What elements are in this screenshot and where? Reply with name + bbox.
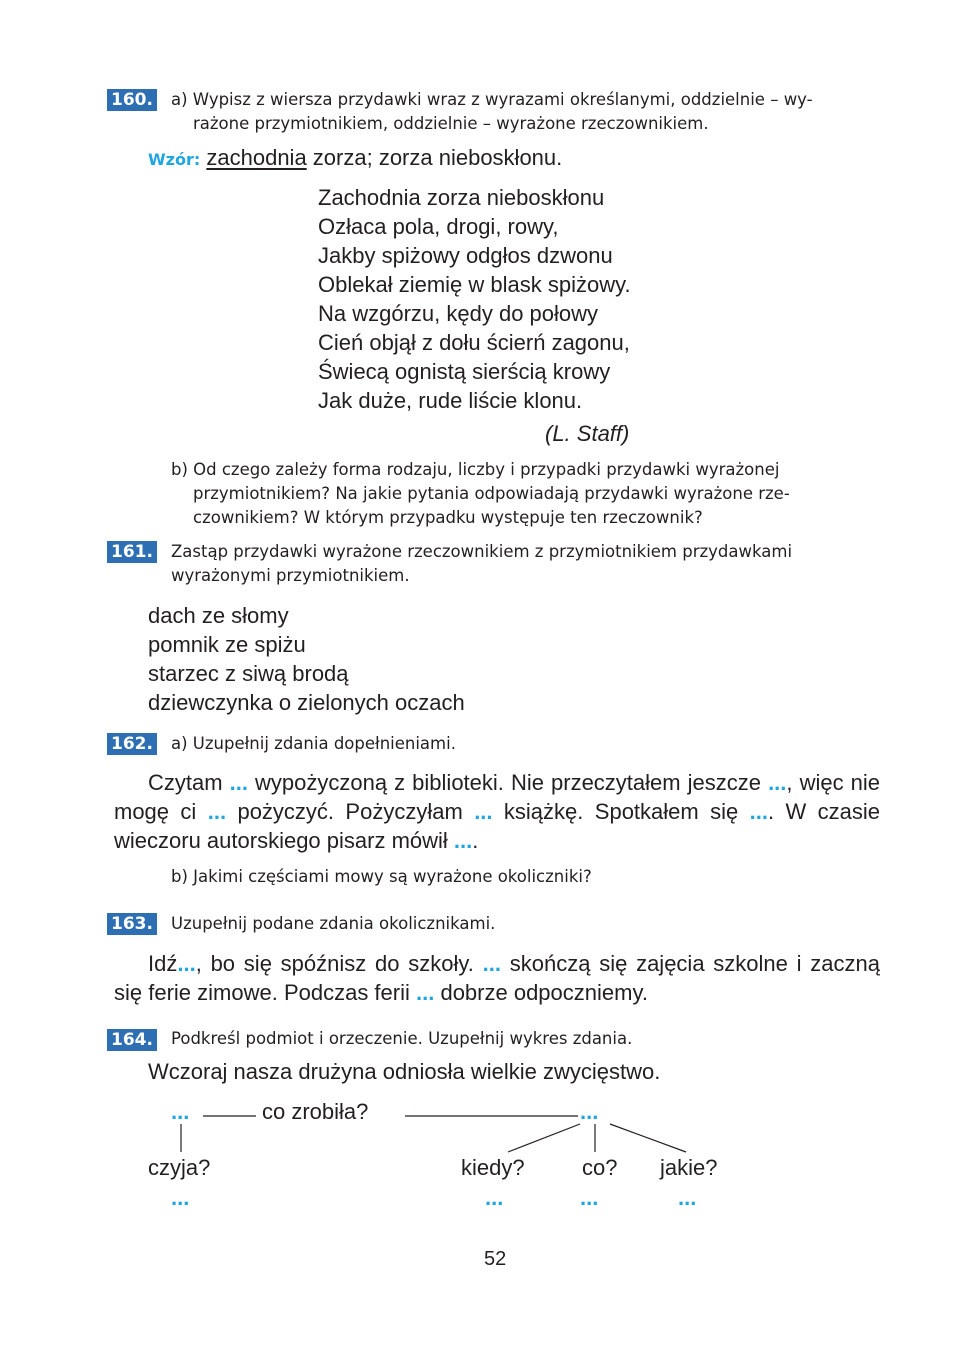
- diagram-question-kiedy: kiedy?: [461, 1155, 525, 1180]
- diagram-jakie-blank: ...: [678, 1185, 697, 1210]
- poem-line: Ozłaca pola, drogi, rowy,: [318, 214, 559, 239]
- phrase-item: dach ze słomy: [148, 603, 289, 628]
- poem-line: Na wzgórzu, kędy do połowy: [318, 301, 599, 326]
- blank-dots: ...: [482, 951, 501, 976]
- exercise-number-164: 164.: [107, 1029, 157, 1051]
- text-fragment: .: [472, 828, 479, 853]
- text-fragment: skończą się zajęcia szkolne i zaczną się ferie zimowe. Podczas ferii: [114, 951, 881, 1005]
- line-predicate-jakie: [610, 1124, 686, 1152]
- blank-dots: ...: [453, 828, 473, 853]
- text-fragment: Czytam: [148, 770, 230, 795]
- phrase-item: starzec z siwą brodą: [148, 661, 349, 686]
- poem-line: Świecą ognistą sierścią krowy: [318, 359, 611, 384]
- ex160-instruction-a-line2: rażone przymiotnikiem, oddzielnie – wyrażone rzeczownikiem.: [193, 114, 709, 133]
- poem-author: (L. Staff): [545, 421, 630, 446]
- text-fragment: pożyczyć. Pożyczyłam: [226, 799, 475, 824]
- diagram-subject-blank: ...: [171, 1099, 190, 1124]
- poem-line: Cień objął z dołu ścierń zagonu,: [318, 330, 630, 355]
- phrase-item: pomnik ze spiżu: [148, 632, 306, 657]
- blank-dots: ...: [177, 951, 196, 976]
- exercise-number-162: 162.: [107, 733, 157, 755]
- diagram-kiedy-blank: ...: [485, 1185, 504, 1210]
- exercise-number-160: 160.: [107, 89, 157, 111]
- poem-line: Jakby spiżowy odgłos dzwonu: [318, 243, 613, 268]
- diagram-co-blank: ...: [580, 1185, 599, 1210]
- ex161-instruction-line1: Zastąp przydawki wyrażone rzeczownikiem z przymiotnikiem przydawkami: [171, 542, 793, 561]
- ex162-instruction-a: a) Uzupełnij zdania dopełnieniami.: [171, 734, 456, 753]
- text-fragment: , więc nie mogę ci: [114, 770, 880, 824]
- diagram-question-jakie: jakie?: [660, 1155, 718, 1180]
- wzor-label: Wzór:: [148, 150, 201, 169]
- diagram-question-predicate: co zrobiła?: [262, 1099, 369, 1124]
- ex161-instruction-line2: wyrażonymi przymiotnikiem.: [171, 566, 410, 585]
- text-fragment: wypożyczoną z biblioteki. Nie przeczytałem jeszcze: [247, 770, 769, 795]
- ex162-instruction-b: b) Jakimi częściami mowy są wyrażone okoliczniki?: [171, 867, 592, 886]
- ex160-instruction-a-line1: a) Wypisz z wiersza przydawki wraz z wyrazami określanymi, oddzielnie – wy-: [171, 90, 813, 109]
- blank-dots: ...: [474, 799, 493, 824]
- ex160-instruction-b-line3: czownikiem? W którym przypadku występuje ten rzeczownik?: [193, 508, 703, 527]
- poem-line: Oblekał ziemię w blask spiżowy.: [318, 272, 631, 297]
- phrase-item: dziewczynka o zielonych oczach: [148, 690, 465, 715]
- diagram-predicate-blank: ...: [580, 1099, 599, 1124]
- wzor-rest: zorza; zorza nieboskłonu.: [306, 145, 563, 170]
- text-fragment: Idź: [148, 951, 178, 976]
- poem-line: Zachodnia zorza nieboskłonu: [318, 185, 605, 210]
- page-number: 52: [484, 1248, 507, 1270]
- line-predicate-kiedy: [508, 1124, 580, 1152]
- blank-dots: ...: [416, 980, 435, 1005]
- ex160-instruction-b-line1: b) Od czego zależy forma rodzaju, liczby i przypadki przydawki wyrażonej: [171, 460, 780, 479]
- wzor-underlined-word: zachodnia: [206, 145, 307, 170]
- text-fragment: . W czasie wieczoru autorskiego pisarz mówił: [114, 799, 881, 853]
- exercise-number-161: 161.: [107, 541, 157, 563]
- text-fragment: , bo się spóźnisz do szkoły.: [195, 951, 483, 976]
- diagram-question-czyja: czyja?: [148, 1155, 211, 1180]
- diagram-question-co: co?: [582, 1155, 618, 1180]
- ex160-instruction-b-line2: przymiotnikiem? Na jakie pytania odpowiadają przydawki wyrażone rze-: [193, 484, 790, 503]
- text-fragment: dobrze odpoczniemy.: [434, 980, 648, 1005]
- ex164-instruction: Podkreśl podmiot i orzeczenie. Uzupełnij wykres zdania.: [171, 1029, 633, 1048]
- blank-dots: ...: [207, 799, 227, 824]
- blank-dots: ...: [749, 799, 768, 824]
- diagram-czyja-blank: ...: [171, 1185, 190, 1210]
- blank-dots: ...: [229, 770, 248, 795]
- text-fragment: książkę. Spotkałem się: [492, 799, 750, 824]
- ex164-sentence: Wczoraj nasza drużyna odniosła wielkie zwycięstwo.: [148, 1059, 661, 1084]
- ex163-instruction: Uzupełnij podane zdania okolicznikami.: [171, 914, 496, 933]
- poem-line: Jak duże, rude liście klonu.: [318, 388, 583, 413]
- exercise-number-163: 163.: [107, 913, 157, 935]
- blank-dots: ...: [768, 770, 787, 795]
